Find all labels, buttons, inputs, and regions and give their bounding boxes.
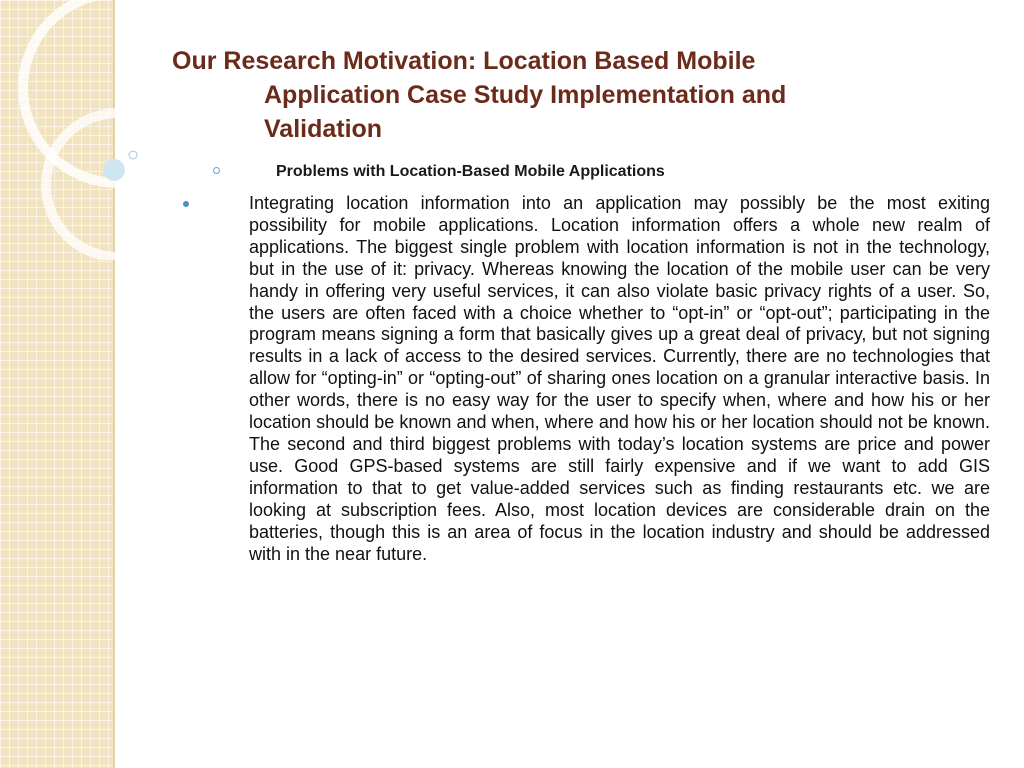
slide-title [172,44,912,146]
body-paragraph: Integrating location information into an application may possibly be the most exiting possibility for mobile applications. Location information offers a whole new realm of applications. The biggest single problem with location information is not in the technology, but in the use of it: privacy. Whereas knowing the location of the mobile user can be very handy in offering very useful services, it can also violate basic privacy rights of a user. So, the users are often faced with a choice whether to “opt-in” or “opt-out”; participating in the program means signing a form that basically gives up a great deal of privacy, but not signing results in a lack of access to the desired services. Currently, there are no technologies that allow for “opting-in” or “opting-out” of sharing ones location on a granular interactive basis. In other words, there is no easy way for the user to specify when, where and how his or her location should be known and when, where and how his or her location should not be known. The second and third biggest problems with today’s location systems are price and power use. Good GPS-based systems are still fairly expensive and if we want to add GIS information to that to get value-added services such as finding restaurants etc. we are looking at subscription fees. Also, most location devices are considerable drain on the batteries, though this is an area of focus in the location industry and should be addressed with in the near future. [249,193,990,564]
bullet-icon [183,201,189,207]
slide-title-line-2: Application Case Study Implementation and [264,81,787,109]
slide-title-line-3: Validation [264,115,383,143]
decorative-rings [0,0,200,260]
subheading [213,163,665,181]
decorative-dot-large [103,159,125,181]
decorative-dot-small [129,151,137,159]
slide-title-line-1: Our Research Motivation: Location Based Mobile [172,47,756,75]
subheading-text: Problems with Location-Based Mobile Applications [276,163,665,180]
